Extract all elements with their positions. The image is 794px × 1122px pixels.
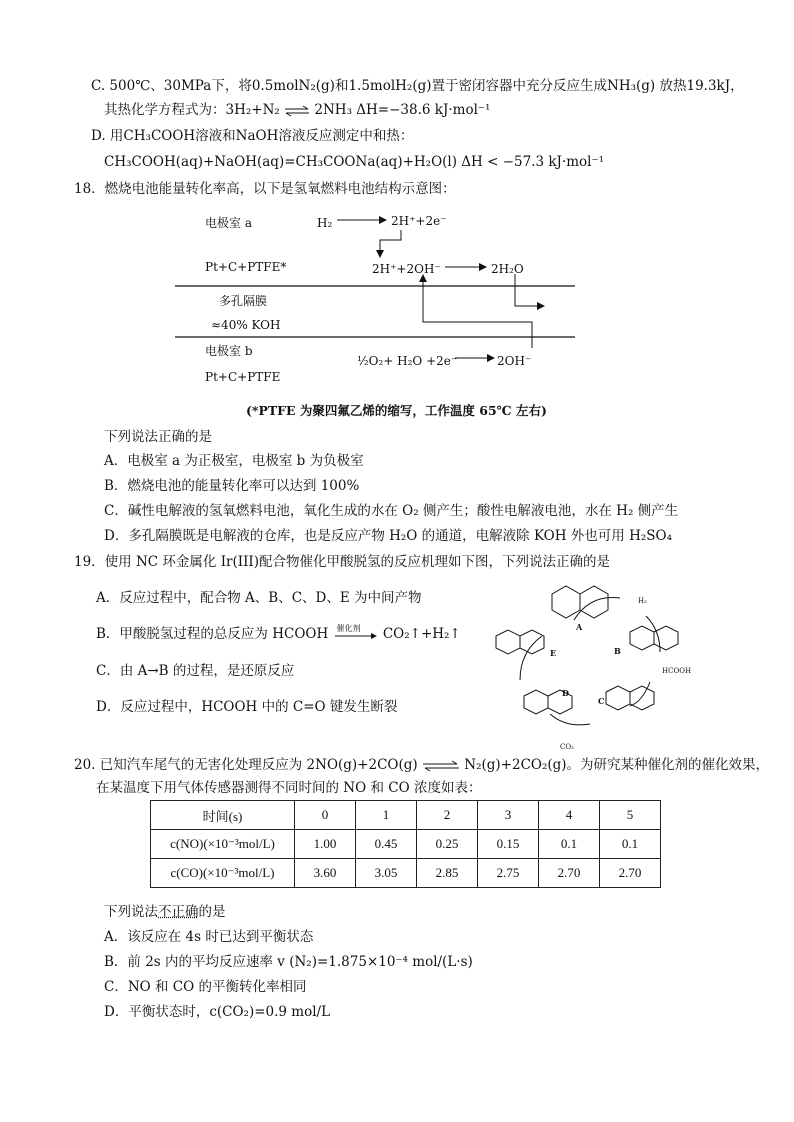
q18-option-a[interactable]: A．电极室 a 为正极室，电极室 b 为负极室 <box>104 453 364 469</box>
q18-option-b[interactable]: B．燃烧电池的能量转化率可以达到 100% <box>104 478 360 494</box>
table-header-cell: 3 <box>478 801 539 830</box>
table-cell: 1.00 <box>295 830 356 859</box>
q17-option-c-line2 <box>104 101 490 119</box>
q18-stem: 18．燃烧电池能量转化率高，以下是氢氧燃料电池结构示意图： <box>74 181 456 197</box>
catalytic-cycle-drawing <box>490 572 690 752</box>
q18-ask: 下列说法正确的是 <box>104 429 212 445</box>
equilibrium-arrow-icon <box>284 105 310 117</box>
q20-ask-emphasis: 不正确 <box>158 904 199 920</box>
koh-label: ≈40% KOH <box>211 318 281 332</box>
oh-label: 2OH⁻ <box>497 354 532 368</box>
table-header-cell: 0 <box>295 801 356 830</box>
catalytic-cycle-figure <box>490 572 690 752</box>
q20-option-a[interactable]: A．该反应在 4s 时已达到平衡状态 <box>104 929 314 945</box>
complex-a-label: A <box>576 622 583 632</box>
table-cell: 0.1 <box>539 830 600 859</box>
q18-option-c[interactable]: C．碱性电解液的氢氧燃料电池，氧化生成的水在 O₂ 侧产生；酸性电解液电池，水在 H₂ 侧产生 <box>104 503 679 519</box>
q17-option-c-line1: C. 500℃、30MPa下，将0.5molN₂(g)和1.5molH₂(g)置于密闭容器中充分反应生成NH₃(g) 放热19.3kJ， <box>91 78 744 94</box>
h2-release-label: H₂ <box>638 597 647 605</box>
h2-label: H₂ <box>317 216 333 230</box>
fuel-cell-diagram <box>175 206 575 396</box>
q18-option-d[interactable]: D．多孔隔膜既是电解液的仓库，也是反应产物 H₂O 的通道，电解液除 KOH 外也可用 H₂SO₄ <box>104 528 673 544</box>
q20-stem-line1 <box>74 756 769 774</box>
q20-option-c[interactable]: C．NO 和 CO 的平衡转化率相同 <box>104 979 307 995</box>
membrane-label: 多孔隔膜 <box>219 294 268 308</box>
concentration-table <box>150 800 661 888</box>
q20-ask-suffix: 的是 <box>198 904 226 920</box>
electrode-a-material: Pt+C+PTFE* <box>205 260 287 274</box>
q18-note: (*PTFE 为聚四氟乙烯的缩写，工作温度 65℃ 左右) <box>246 403 547 418</box>
table-cell: 2.70 <box>600 859 661 888</box>
electrode-b-material: Pt+C+PTFE <box>205 370 281 384</box>
table-cell: 2.70 <box>539 859 600 888</box>
q20-ask-prefix: 下列说法 <box>104 904 158 920</box>
q19-option-c[interactable]: C．由 A→B 的过程，是还原反应 <box>96 663 295 679</box>
q20-option-d[interactable]: D．平衡状态时，c(CO₂)=0.9 mol/L <box>104 1004 331 1020</box>
complex-d-label: D <box>562 688 569 698</box>
table-header-row <box>151 801 661 830</box>
q17-equation-left: 其热化学方程式为：3H₂+N₂ <box>104 102 280 118</box>
q19-option-a[interactable]: A．反应过程中，配合物 A、B、C、D、E 为中间产物 <box>96 590 422 606</box>
q19-stem: 19．使用 NC 环金属化 Ir(III)配合物催化甲酸脱氢的反应机理如下图，下列说法正确的是 <box>74 554 611 570</box>
q19-option-b[interactable] <box>96 625 461 643</box>
q17-equation-right: 2NH₃ ΔH=−38.6 kJ·mol⁻¹ <box>314 102 491 118</box>
q20-option-b[interactable]: B．前 2s 内的平均反应速率 v (N₂)=1.875×10⁻⁴ mol/(L·s) <box>104 954 473 970</box>
formic-acid-label: HCOOH <box>662 667 692 675</box>
catalyst-arrow-icon <box>333 623 379 642</box>
table-cell: 3.05 <box>356 859 417 888</box>
q17-option-d-line2: CH₃COOH(aq)+NaOH(aq)=CH₃COONa(aq)+H₂O(l) ΔH < −57.3 kJ·mol⁻¹ <box>104 154 605 170</box>
electrode-room-b-label: 电极室 b <box>205 344 253 358</box>
table-header-cell: 4 <box>539 801 600 830</box>
h-ion-label: 2H⁺+2e⁻ <box>391 214 447 228</box>
table-row-co <box>151 859 661 888</box>
table-cell: 0.15 <box>478 830 539 859</box>
q20-stem-line2: 在某温度下用气体传感器测得不同时间的 NO 和 CO 浓度如表： <box>96 780 482 796</box>
q19-option-b-tail: CO₂↑+H₂↑ <box>382 626 461 642</box>
table-header-cell: 5 <box>600 801 661 830</box>
table-cell: 0.1 <box>600 830 661 859</box>
table-cell: 2.75 <box>478 859 539 888</box>
water-label: 2H₂O <box>491 262 524 276</box>
q20-stem-right: N₂(g)+2CO₂(g)。为研究某种催化剂的催化效果， <box>464 757 770 773</box>
mid-reaction-label: 2H⁺+2OH⁻ <box>372 262 441 276</box>
q19-option-d[interactable]: D．反应过程中，HCOOH 中的 C=O 键发生断裂 <box>96 699 398 715</box>
table-cell: c(CO)(×10⁻³mol/L) <box>151 859 295 888</box>
table-header-cell: 1 <box>356 801 417 830</box>
table-cell: 0.45 <box>356 830 417 859</box>
table-cell: 0.25 <box>417 830 478 859</box>
complex-c-label: C <box>598 696 605 706</box>
table-header-cell: 2 <box>417 801 478 830</box>
table-cell: c(NO)(×10⁻³mol/L) <box>151 830 295 859</box>
catalyst-label: 催化剂 <box>336 623 361 633</box>
complex-b-label: B <box>614 646 621 656</box>
equilibrium-arrow-icon-2 <box>422 760 460 772</box>
complex-e-label: E <box>550 648 557 658</box>
q17-option-d-line1: D. 用CH₃COOH溶液和NaOH溶液反应测定中和热： <box>91 128 414 144</box>
q20-ask <box>104 903 226 921</box>
table-row-no <box>151 830 661 859</box>
table-header-cell: 时间(s) <box>151 801 295 830</box>
table-cell: 2.85 <box>417 859 478 888</box>
cathode-reaction-label: ½O₂+ H₂O +2e⁻ <box>357 354 458 368</box>
table-cell: 3.60 <box>295 859 356 888</box>
q19-option-b-text: B．甲酸脱氢过程的总反应为 HCOOH <box>96 626 329 642</box>
co2-release-label: CO₂ <box>560 743 574 751</box>
electrode-room-a-label: 电极室 a <box>205 216 252 230</box>
q20-stem-left: 20. 已知汽车尾气的无害化处理反应为 2NO(g)+2CO(g) <box>74 757 418 773</box>
